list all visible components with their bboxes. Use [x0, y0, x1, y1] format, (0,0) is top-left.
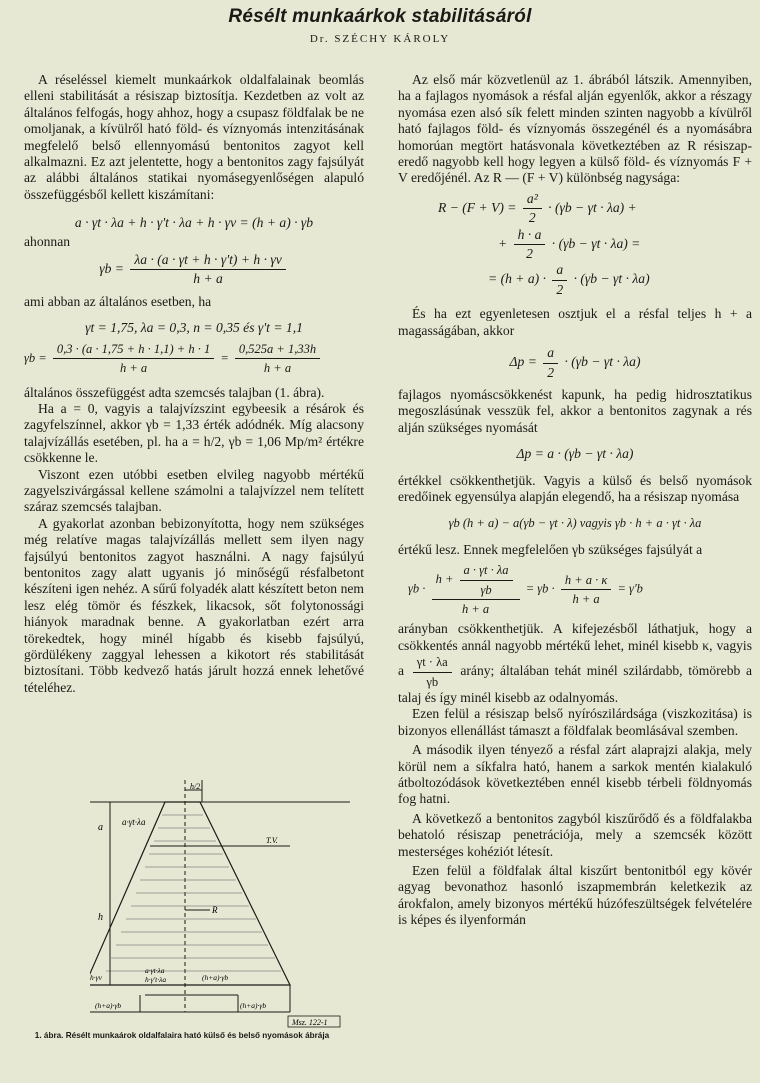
fig-label: (h+a)·γb [202, 973, 229, 982]
paragraph: A gyakorlat azonban bebizonyította, hogy nem szükséges még relatíve magas talajvízállás mellett sem ilyen nagy fajsúlyú bentonitos zagyot használni. A nagy fajsúlyú bentonitos zagy alatt ugyanis jó minőségű résfalbetont készíteni igen nehéz. A sűrű folyadék alatt készített beton nem lesz elég tömör és fészkek, likacsok, sőt folytonossági hiányok maradnak benne. A gyakorlatban ezért arra törekedtek, hogy minél hígabb és kisebb fajsúlyú, gördülékeny zaggyal lehessen a kikotort rés stabilitását biztosítani. Több kedvező hatás járult hozzá ennek lehetővé tételéhez. [24, 515, 364, 695]
paragraph: ahonnan [24, 233, 71, 249]
figure-stamp: Msz. 122-1 [292, 1018, 328, 1027]
numerator: a [543, 345, 558, 363]
fraction [523, 191, 542, 227]
paragraph: A következő a bentonitos zagyból kiszűrődő és a földfalakba behatoló résiszap penetrációja, mely a szemcsék között mesterséges kohéziót létesít. [398, 810, 752, 859]
numerator: h · a [514, 227, 546, 245]
paragraph: Ezen felül a résiszap belső nyírószilárdsága (viszkozitása) is bizonyos ellenállást támaszt a földfalak beomlásával szemben. [398, 706, 752, 738]
fig-label: h/2 [190, 782, 201, 791]
eq-part: + [498, 235, 508, 251]
eq-part: · (γb − γt · λa) = [551, 235, 641, 251]
numerator: a [552, 262, 567, 280]
pressure-diagram [90, 780, 350, 1030]
numerator: a · γt · λa [460, 562, 513, 580]
equation: Δp = a · (γb − γt · λa) [516, 446, 634, 462]
denominator: 2 [547, 364, 555, 380]
equation: γb (h + a) − a(γb − γt · λ) vagyis γb · h + a · γt · λa [448, 516, 702, 531]
equation [438, 191, 752, 227]
eq-lhs: γb = [99, 261, 124, 277]
fig-label: R [212, 905, 218, 915]
denominator: h + a [461, 601, 490, 616]
fraction [432, 562, 520, 617]
denominator: 2 [526, 246, 533, 262]
fig-label: h [98, 912, 103, 923]
paragraph: A második ilyen tényező a résfal zárt alaprajzi alakja, mely körül nem a síkfalra ható, hanem a sarkok mentén kialakuló átboltozódások következtében ennél kisebb térbeli földnyomás fog hatni. [398, 742, 752, 807]
article-title: Résélt munkaárkok stabilitásáról [228, 6, 532, 27]
equation [24, 341, 364, 377]
numerator: 0,3 · (a · 1,75 + h · 1,1) + h · 1 [53, 341, 214, 359]
paragraph: értékű lesz. Ennek megfelelően γb szükséges fajsúlyát a [398, 541, 703, 557]
denominator: 2 [556, 281, 564, 297]
numerator: a² [523, 191, 542, 209]
fig-label: (h+a)·γb [240, 1001, 267, 1010]
eq-part: R − (F + V) = [438, 199, 517, 215]
eq-part: · (γb − γt · λa) + [548, 199, 637, 215]
fraction [235, 341, 320, 377]
fraction [543, 345, 558, 381]
paragraph: ami abban az általános esetben, ha [24, 293, 212, 309]
paragraph: Ezen felül a földfalak által kiszűrt bentonitból egy kövér agyag bevonathoz hasonló iszapmembrán keletkezik az árokfalon, amely bizonyos mértékű húzófeszültségek felvételére is képes és ilyenformán [398, 863, 752, 928]
paragraph: A réseléssel kiemelt munkaárkok oldalfalainak beomlás elleni stabilitását a résiszap biztosítja. Kezdetben az volt az általános felfogás, hogy ahhoz, hogy a csupasz földfalak be ne omoljanak, a kívülről ható föld- és víznyomás intenzitásának megfelelő belső ellennyomású bentonitos zagyot kell alkalmazni. Ez azt jelentette, hogy a bentonitos zagy fajsúlyát az alábbi általános statikai nyomásegyenlőségen alapuló összefüggésből kellett kiszámítani: [24, 72, 364, 202]
figure-caption: 1. ábra. Résélt munkaárok oldalfalaira ható külső és belső nyomások ábrája [34, 1031, 330, 1040]
eq-part: h + [435, 571, 454, 586]
text-run: arány; általában tehát minél szilárdabb, tömörebb a talaj és így minél kisebb az odalnyomás. [398, 663, 752, 705]
left-column [24, 72, 364, 696]
eq-part: γb · [408, 581, 426, 596]
fig-label: a·γt·λa [122, 817, 146, 827]
denominator: h + a [119, 361, 148, 376]
right-column [398, 72, 752, 929]
fraction [413, 654, 452, 690]
denominator: γb [426, 674, 439, 689]
eq-part: Δp = [509, 354, 537, 370]
denominator: γb [480, 582, 492, 597]
paragraph [398, 621, 752, 706]
fig-label: a [98, 822, 103, 833]
paragraph: Viszont ezen utóbbi esetben elvileg nagyobb mértékű zagyelszivárgással kellene számolni a talajvízzel nem telített száraz szemcsés talajban. [24, 466, 364, 515]
eq-lhs: γb = [24, 350, 47, 365]
eq-part: = (h + a) · [488, 271, 546, 287]
numerator: γt · λa [413, 654, 452, 672]
fig-label: h·γ't·λa [145, 975, 167, 984]
paragraph: Az első már közvetlenül az 1. ábrából látszik. Amennyiben, ha a fajlagos nyomások a résfal alján egyenlők, akkor a részagy nyomása ezen alsó sík felett minden szinten nagyobb a kívülről ható fajlagos föld- és víznyomás összegénél és a nyomásábra homorúan megtört hatásvonala következtében az R résiszap-eredő nagyobb kell hogy legyen a külső föld- és víznyomás F + V eredőjénél. Az R — (F + V) különbség nagysága: [398, 72, 752, 186]
equation: γt = 1,75, λa = 0,3, n = 0,35 és γ't = 1,1 [85, 320, 303, 336]
numerator: λa · (a · γt + h · γ't) + h · γv [130, 252, 285, 270]
equation [488, 262, 752, 298]
fraction [514, 227, 546, 263]
denominator: h + a [263, 361, 292, 376]
numerator: 0,525a + 1,33h [235, 341, 320, 359]
eq-part: = γb · [525, 581, 555, 596]
fraction [561, 572, 612, 608]
numerator [432, 562, 520, 600]
paragraph: értékkel csökkenthetjük. Vagyis a külső és belső nyomások eredőinek egyensúlya alapján elegendő, ha a résiszap nyomása [398, 472, 752, 504]
eq-part: = γ'b [617, 581, 643, 596]
paragraph: Ha a = 0, vagyis a talajvízszint egybeesik a résárok és zagyfelszínnel, akkor γb = 1,33 érték adódnék. Míg alacsony talajvízállás esetében, pl. ha a = h/2, γb = 1,06 Mp/m² értékre csökkenne le. [24, 400, 364, 466]
equation [398, 345, 752, 381]
equals-sign: = [220, 350, 229, 365]
paragraph: És ha ezt egyenletesen osztjuk el a résfal teljes h + a magasságában, akkor [398, 306, 752, 338]
eq-part: · (γb − γt · λa) [573, 271, 650, 287]
text-run: arányban csökkenthetjük. A kifejezésből láthatjuk, hogy a csökkentés annál nagyobb mértékű lehet, minél kisebb κ, vagyis a [398, 621, 752, 679]
denominator: h + a [193, 271, 223, 287]
equation [498, 227, 752, 263]
denominator: h + a [572, 592, 600, 607]
fig-label: a·γt·λa [145, 966, 165, 975]
fraction [552, 262, 567, 298]
eq-part: · (γb − γt · λa) [564, 354, 641, 370]
fig-label: (h+a)·γb [95, 1001, 122, 1010]
equation [408, 562, 752, 617]
paragraph: fajlagos nyomáscsökkenést kapunk, ha pedig hidrosztatikus megoszlásúnak vesszük fel, akkor a bentonitos zagynak a rés alján szükséges nyomását [398, 386, 752, 435]
denominator: 2 [528, 210, 536, 226]
author-line: Dr. SZÉCHY KÁROLY [309, 33, 451, 45]
paragraph: általános összefüggést adta szemcsés talajban (1. ábra). [24, 384, 325, 400]
numerator: h + a · κ [561, 572, 612, 590]
fraction [130, 252, 285, 288]
equation [24, 252, 364, 288]
fig-label: T.V. [266, 836, 278, 845]
fraction [53, 341, 214, 377]
fraction [460, 562, 513, 598]
equation: a · γt · λa + h · γ't · λa + h · γv = (h + a) · γb [74, 215, 314, 231]
fig-label: h·γv [90, 973, 102, 982]
